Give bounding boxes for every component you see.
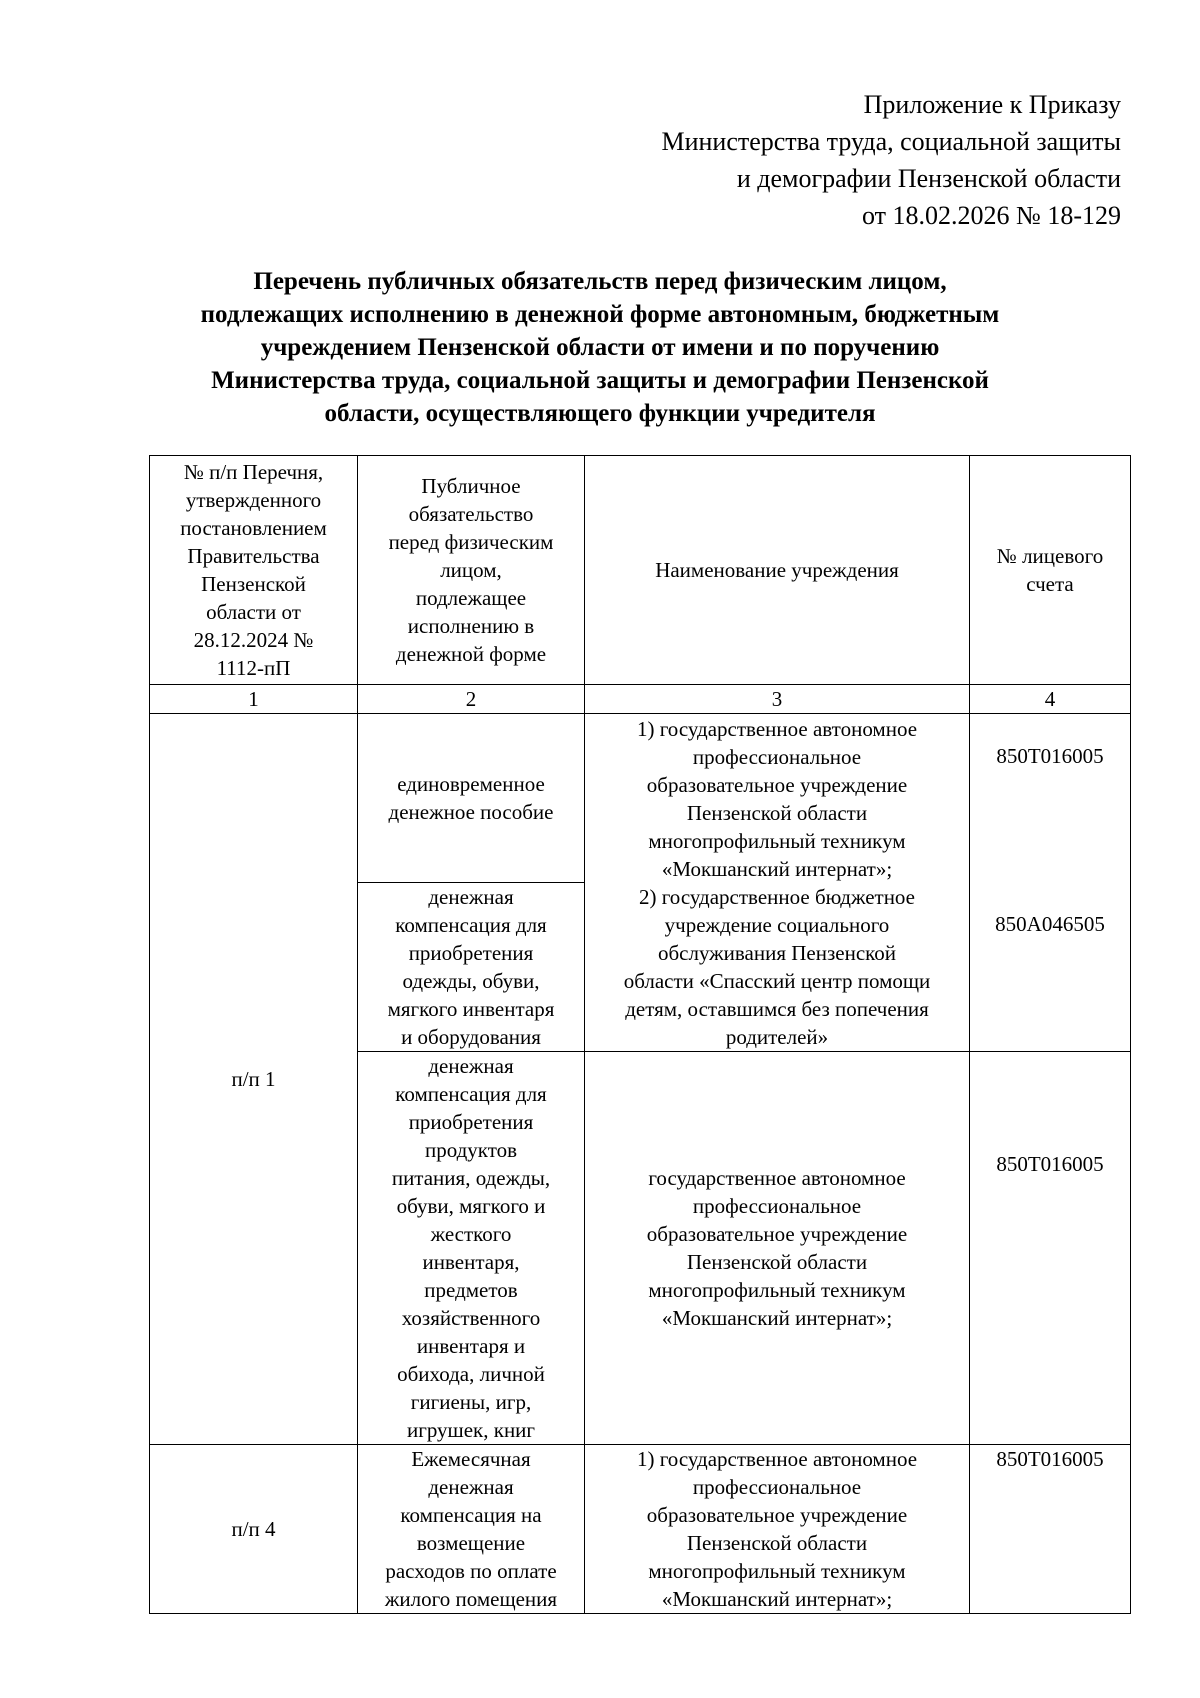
header-cell-item-number: № п/п Перечня, утвержденного постановлением Правительства Пензенской области от 28.12.2024 № 1112-пП: [150, 456, 358, 685]
header-cell-obligation: Публичное обязательство перед физическим лицом, подлежащее исполнению в денежной форме: [358, 456, 585, 685]
header-cell-account: № лицевого счета: [970, 456, 1131, 685]
obligations-table: [149, 455, 1131, 1614]
title-line: области, осуществляющего функции учредителя: [324, 400, 876, 427]
item-number-cell: п/п 4: [150, 1445, 358, 1614]
institution-cell: государственное автономное профессиональное образовательное учреждение Пензенской области многопрофильный техникум «Мокшанский интернат»;: [585, 1052, 970, 1445]
table-row: [150, 1445, 1131, 1614]
obligation-cell: денежная компенсация для приобретения продуктов питания, одежды, обуви, мягкого и жесткого инвентаря, предметов хозяйственного инвентаря и обихода, личной гигиены, игр, игрушек, книг: [358, 1052, 585, 1445]
title-line: подлежащих исполнению в денежной форме автономным, бюджетным: [200, 301, 1000, 328]
item-number-cell: п/п 1: [150, 714, 358, 1445]
title-line: Министерства труда, социальной защиты и демографии Пензенской: [211, 367, 989, 394]
column-number: 2: [358, 685, 585, 714]
account-number: 850Т016005: [996, 1447, 1104, 1471]
column-number-row: [150, 685, 1131, 714]
title-line: учреждением Пензенской области от имени и по поручению: [260, 334, 940, 361]
account-number: 850Т016005: [996, 1152, 1104, 1176]
header-line: от 18.02.2026 № 18-129: [862, 201, 1121, 230]
institution-cell: 1) государственное автономное профессиональное образовательное учреждение Пензенской области многопрофильный техникум «Мокшанский интернат»;: [585, 1445, 970, 1614]
account-number: 850Т016005: [996, 744, 1104, 768]
table-row: [150, 714, 1131, 883]
header-line: Министерства труда, социальной защиты: [661, 127, 1121, 156]
obligation-cell: Ежемесячная денежная компенсация на возмещение расходов по оплате жилого помещения: [358, 1445, 585, 1614]
institution-cell: 1) государственное автономное профессиональное образовательное учреждение Пензенской области многопрофильный техникум «Мокшанский интернат»; 2) государственное бюджетное учреждение социального обслуживания Пензенской области «Спасский центр помощи детям, оставшимся без попечения родителей»: [585, 714, 970, 1052]
header-line: и демографии Пензенской области: [736, 164, 1121, 193]
account-cell: [970, 714, 1131, 1052]
account-number: 850А046505: [995, 912, 1105, 936]
column-number: 4: [970, 685, 1131, 714]
account-cell: [970, 1052, 1131, 1445]
obligation-cell: единовременное денежное пособие: [358, 714, 585, 883]
column-number: 1: [150, 685, 358, 714]
column-number: 3: [585, 685, 970, 714]
order-appendix-header: [661, 86, 1121, 234]
header-cell-institution: Наименование учреждения: [585, 456, 970, 685]
title-line: Перечень публичных обязательств перед физическим лицом,: [253, 268, 947, 295]
table-header-row: [150, 456, 1131, 685]
header-line: Приложение к Приказу: [863, 90, 1121, 119]
account-cell: [970, 1445, 1131, 1614]
obligation-cell: денежная компенсация для приобретения одежды, обуви, мягкого инвентаря и оборудования: [358, 883, 585, 1052]
document-title: [150, 265, 1050, 430]
